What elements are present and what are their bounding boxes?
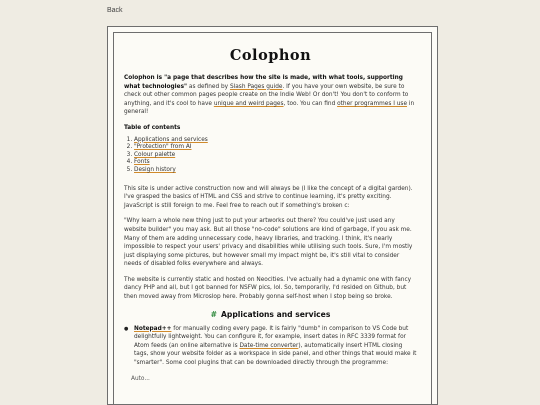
toc-link-colour-palette[interactable]: Colour palette xyxy=(134,151,176,158)
content-frame xyxy=(113,32,432,405)
datetime-converter-link[interactable]: Date-time converter xyxy=(239,342,299,349)
intro-lead: Colophon is "a page that describes how the site is made, with what tools, supporting what technologies" xyxy=(124,75,403,90)
toc-item xyxy=(134,137,417,145)
tool-name: Notepad++ xyxy=(134,325,172,332)
section-heading-applications xyxy=(124,310,417,319)
toc-item xyxy=(134,152,417,160)
intro-text-2: . If you have your own website, be sure to check out other common pages people create on the Indie Web! Or don't! You don't to conform to anything, and it's cool to have xyxy=(124,83,409,107)
table-of-contents xyxy=(124,137,417,175)
tool-text-2: ), automatically insert HTML closing tags, show your website folder as a workspace in side panel, and other things that would make it "smarter". Some cool plugins that can be downloaded directly through the programme: xyxy=(134,342,417,367)
toc-item xyxy=(134,167,417,175)
notepad-plus-plus-link[interactable] xyxy=(134,326,171,332)
slash-pages-link[interactable]: Slash Pages guide xyxy=(229,83,283,90)
plugin-sub-item: Auto... xyxy=(131,375,150,382)
other-programmes-link[interactable]: other programmes I use xyxy=(337,100,408,107)
list-item xyxy=(132,325,417,368)
manual-coding-paragraph: "Why learn a whole new thing just to put your artworks out there? You could've just used any website builder" you may ask. But all those "no-code" solutions are kind of garbage, if you ask me. Many of them are adding unnecessary code, heavy libraries, and tracking. I think, it's nearly impossible to respect your users' privacy and disabilities while utilising such tools. Sure, I'm mostly just displaying some pictures, but however small my impact might be, it's still vital to consider needs of disabled folks everywhere and always. xyxy=(124,218,413,268)
unique-pages-link[interactable]: unique and weird pages xyxy=(213,100,284,107)
page-title: Colophon xyxy=(229,47,312,64)
back-link[interactable]: Back xyxy=(107,7,123,14)
intro-text-3: , too. You can find xyxy=(283,100,338,107)
intro-text-1: as defined by xyxy=(187,83,230,90)
toc-title: Table of contents xyxy=(124,124,181,131)
tool-text-1: for manually coding every page. It is fairly "dumb" in comparison to VS Code but delightfully lightweight. You can configure it, for example, insert dates in RFC 3339 format for Atom feeds (an online alternative is xyxy=(134,325,409,349)
hash-icon: # xyxy=(210,309,217,319)
intro-paragraph xyxy=(124,74,417,117)
toc-link-fonts[interactable]: Fonts xyxy=(134,159,150,166)
construction-paragraph: This site is under active construction now and will always be (I like the concept of a digital garden). I've grasped the basics of HTML and CSS and strive to continue learning, it's pretty exciting. JavaScript is still foreign to me. Feel free to reach out if something's broken c: xyxy=(124,185,413,209)
toc-item xyxy=(134,159,417,167)
toc-item xyxy=(134,144,417,152)
section-heading-text: Applications and services xyxy=(221,309,331,319)
toc-link-design-history[interactable]: Design history xyxy=(134,166,176,173)
tools-list xyxy=(124,325,417,368)
hosting-paragraph: The website is currently static and hosted on Neocities. I've actually had a dynamic one with fancy dancy PHP and all, but I got banned for NSFW pics, lol. So, temporarily, I'd resided on Github, but then moved away from Microslop here. Probably gonna self-host when I stop being so broke. xyxy=(124,276,412,301)
intro-text-4: in general! xyxy=(124,100,415,116)
content-card xyxy=(107,26,438,405)
toc-link-applications[interactable]: Applications and services xyxy=(134,136,208,143)
toc-link-ai-protection[interactable]: "Protection" from AI xyxy=(134,144,192,151)
